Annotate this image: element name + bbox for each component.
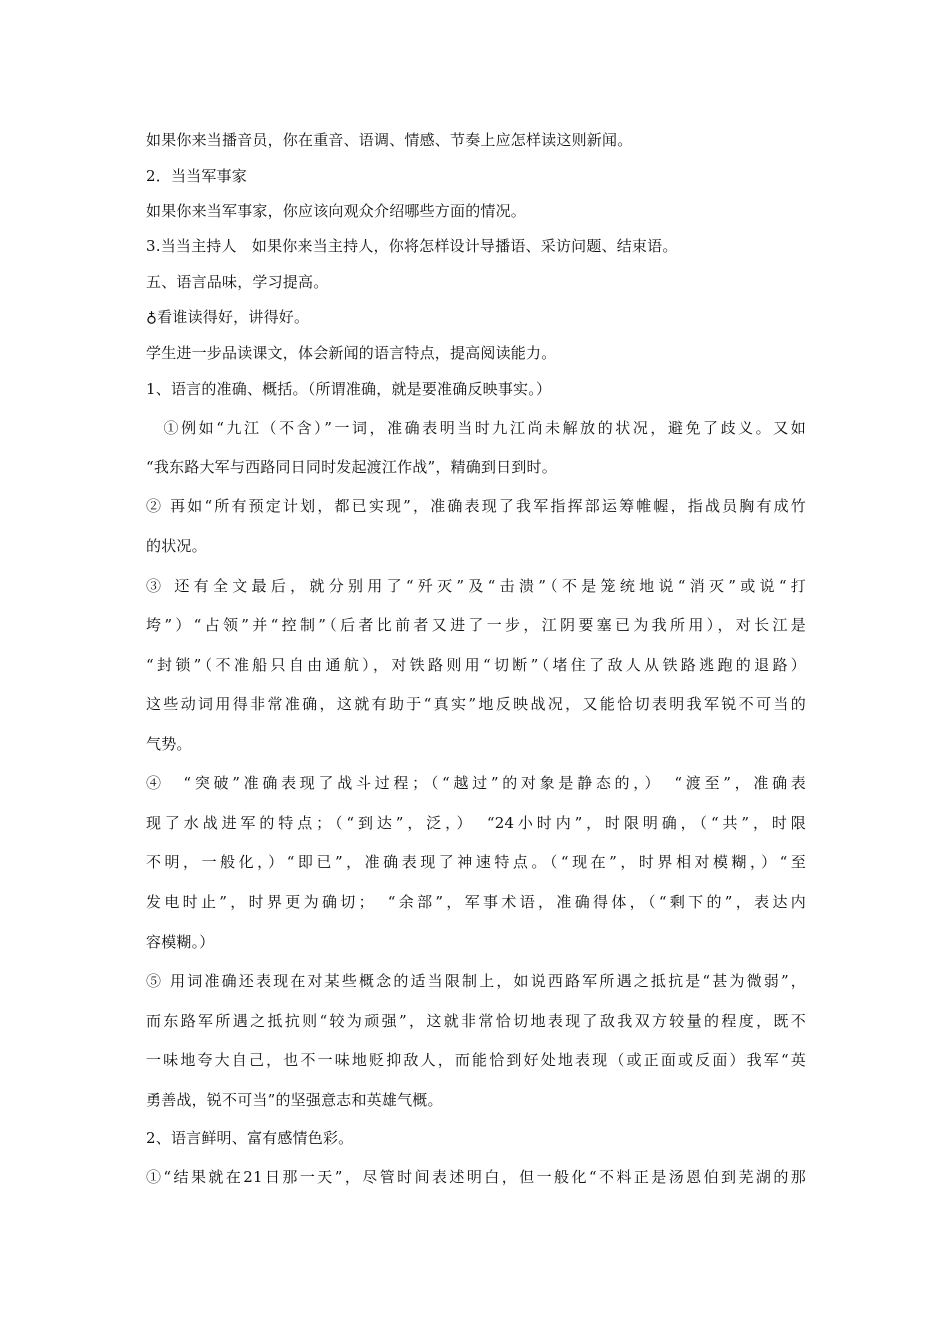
subheading-language-vivid: 2、语言鲜明、富有感情色彩。 (146, 1129, 354, 1147)
text-line-28: ①“结果就在21日那一天”，尽管时间表述明白，但一般化“不料正是汤恩伯到芜湖的那 (146, 1168, 806, 1186)
text-line-26: 勇善战，锐不可当”的坚强意志和英雄气概。 (146, 1091, 443, 1109)
text-line-17: 气势。 (146, 735, 192, 753)
text-line-6: ♁看谁读得好，讲得好。 (146, 308, 310, 326)
text-line-16: 这些动词用得非常准确，这就有助于“真实”地反映战况，又能恰切表明我军锐不可当的 (146, 695, 806, 713)
text-line-3: 如果你来当军事家，你应该向观众介绍哪些方面的情况。 (146, 202, 527, 220)
text-line-1: 如果你来当播音员，你在重音、语调、情感、节奏上应怎样读这则新闻。 (146, 131, 633, 149)
text-line-9: ①例如“九江（不含）”一词，准确表明当时九江尚未解放的状况，避免了歧义。又如 (146, 419, 806, 437)
text-line-11: ② 再如“所有预定计划，都已实现”，准确表现了我军指挥部运筹帷幄，指战员胸有成竹 (146, 497, 806, 515)
text-line-21: 发电时止”，时界更为确切； “余部”，军事术语，准确得体，（“剩下的”，表达内 (146, 893, 806, 911)
text-line-15: “封锁”（不准船只自由通航），对铁路则用“切断”（堵住了敌人从铁路逃跑的退路） (146, 656, 806, 674)
text-line-25: 一味地夸大自己，也不一味地贬抑敌人，而能恰到好处地表现（或正面或反面）我军“英 (146, 1051, 806, 1069)
text-line-19: 现了水战进军的特点；（“到达”，泛，） “24小时内”，时限明确，（“共”，时限 (146, 814, 806, 832)
text-line-7: 学生进一步品读课文，体会新闻的语言特点，提高阅读能力。 (146, 344, 557, 362)
text-line-4: 3.当当主持人 如果你来当主持人，你将怎样设计导播语、采访问题、结束语。 (146, 237, 678, 255)
text-line-14: 垮”）“占领”并“控制”（后者比前者又进了一步，江阴要塞已为我所用），对长江是 (146, 616, 806, 634)
text-line-13: ③ 还有全文最后，就分别用了“歼灭”及“击溃”（不是笼统地说“消灭”或说“打 (146, 577, 806, 595)
subheading-language-accuracy: 1、语言的准确、概括。（所谓准确，就是要准确反映事实。） (146, 380, 552, 398)
text-line-12: 的状况。 (146, 537, 207, 555)
text-line-20: 不明，一般化，）“即已”，准确表现了神速特点。（“现在”，时界相对模糊，）“至 (146, 853, 806, 871)
text-line-23: ⑤ 用词准确还表现在对某些概念的适当限制上，如说西路军所遇之抵抗是“甚为微弱”， (146, 972, 806, 990)
text-line-18: ④ “突破”准确表现了战斗过程；（“越过”的对象是静态的，） “渡至”，准确表 (146, 774, 806, 792)
text-line-2: 2．当当军事家 (146, 167, 247, 185)
text-line-10: “我东路大军与西路同日同时发起渡江作战”，精确到日到时。 (146, 458, 557, 476)
text-line-24: 而东路军所遇之抵抗则“较为顽强”，这就非常恰切地表现了敌我双方较量的程度，既不 (146, 1012, 806, 1030)
section-heading-5: 五、语言品味，学习提高。 (146, 273, 329, 291)
text-line-22: 容模糊。） (146, 933, 215, 951)
